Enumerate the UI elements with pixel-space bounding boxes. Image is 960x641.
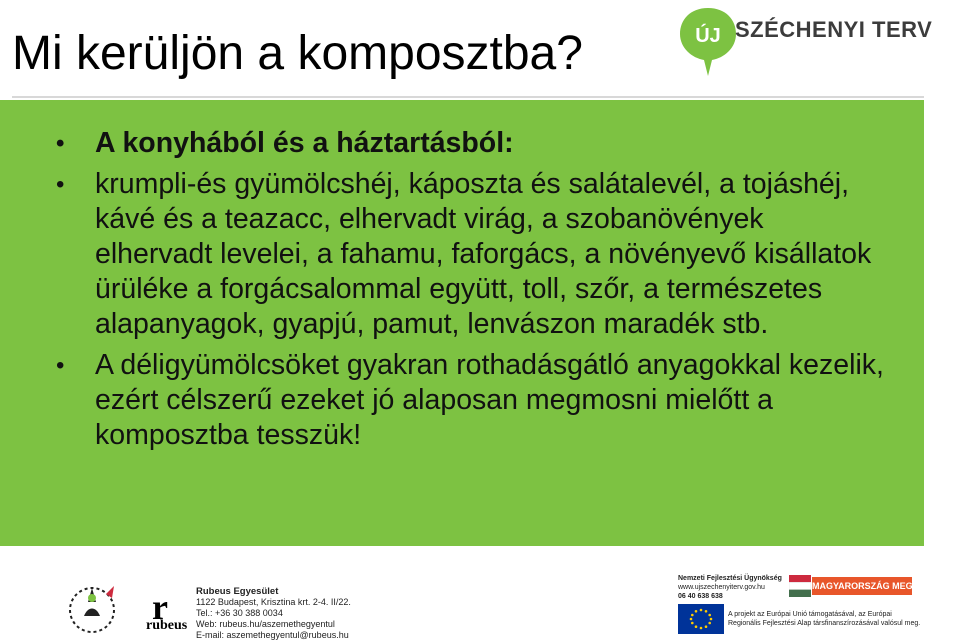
bullet-item (0, 348, 885, 453)
bullet-item (0, 167, 885, 342)
org-tel: Tel.: +36 30 388 0034 (196, 608, 283, 618)
eu-funding-line: A projekt az Európai Unió támogatásával, az Európai (728, 611, 892, 618)
bullet-item (0, 126, 885, 161)
org-contact (196, 586, 351, 641)
bullet-text: A déligyümölcsöket gyakran rothadásgátló anyagokkal kezelik, ezért célszerű ezeket jó alaposan megmosni mielőtt a komposztba tesszük! (95, 349, 884, 451)
magyarorszag-megujul-badge: MAGYARORSZÁG MEGÚJUL (812, 577, 912, 595)
title-divider (12, 96, 924, 98)
content-panel (0, 100, 924, 546)
szemethegyentul-emblem-icon (62, 576, 142, 638)
org-address: 1122 Budapest, Krisztina krt. 2-4. II/22. (196, 597, 351, 607)
eu-funding-text (728, 610, 920, 628)
agency-contact (678, 574, 782, 601)
org-email: E-mail: aszemethegyentul@rubeus.hu (196, 630, 349, 640)
logo-text: SZÉCHENYI TERV (735, 17, 933, 42)
rubeus-logo-mark: r (152, 587, 168, 627)
agency-phone: 06 40 638 638 (678, 593, 723, 600)
footer (0, 546, 960, 638)
eu-flag-icon (678, 604, 724, 634)
bullet-list (0, 126, 885, 453)
rubeus-logo-text: rubeus (146, 618, 188, 633)
org-web: Web: rubeus.hu/aszemethegyentul (196, 619, 335, 629)
agency-name: Nemzeti Fejlesztési Ügynökség (678, 575, 782, 582)
bullet-dot-icon: • (56, 352, 65, 379)
logo-badge-text: ÚJ (695, 25, 721, 47)
hungary-flag-icon (789, 575, 811, 597)
org-name: Rubeus Egyesület (196, 586, 279, 597)
agency-web: www.ujszechenyiterv.gov.hu (678, 584, 765, 591)
bullet-text: krumpli-és gyümölcshéj, káposzta és salátalevél, a tojáshéj, kávé és a teazacc, elhervadt virág, a szobanövények elhervadt levelei, a fahamu, faforgács, a növényevő kisállatok ürüléke a forgácsalommal együtt, toll, szőr, a természetes alapanyagok, gyapjú, pamut, lenvászon maradék stb. (95, 168, 872, 340)
slide-title: Mi kerüljön a komposztba? (12, 27, 583, 80)
bullet-dot-icon: • (56, 171, 65, 198)
bullet-text: A konyhából és a háztartásból: (95, 127, 514, 159)
bullet-dot-icon: • (56, 130, 65, 157)
eu-funding-line: Regionális Fejlesztési Alap társfinanszírozásával valósul meg. (728, 620, 921, 627)
